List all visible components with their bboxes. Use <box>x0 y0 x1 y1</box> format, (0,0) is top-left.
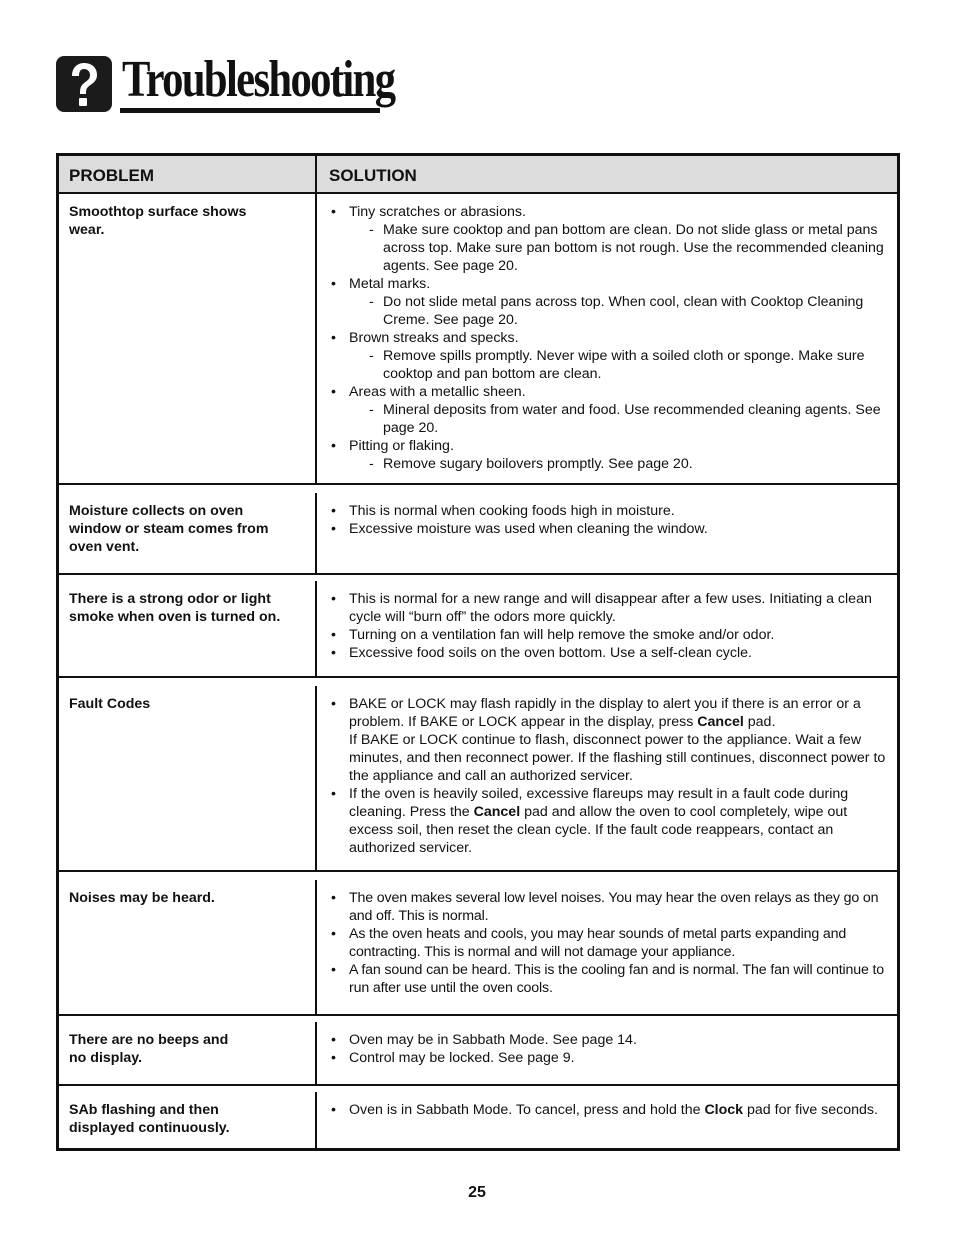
list-item: • Pitting or flaking. - Remove sugary boilovers promptly. See page 20. <box>329 437 891 473</box>
list-item: • Metal marks. - Do not slide metal pans across top. When cool, clean with Cooktop Cleaning Creme. See page 20. <box>329 275 891 329</box>
table-row <box>59 1084 897 1148</box>
list-item: • The oven makes several low level noises. You may hear the oven relays as they go on and off. This is normal. <box>329 889 891 925</box>
sub-item: - Do not slide metal pans across top. When cool, clean with Cooktop Cleaning Creme. See page 20. <box>349 293 891 329</box>
column-header-solution: SOLUTION <box>329 166 417 185</box>
table-row <box>59 573 897 676</box>
title-underline <box>120 108 380 113</box>
solution-cell <box>317 493 897 573</box>
table-header-row <box>59 156 897 192</box>
list-item: • A fan sound can be heard. This is the cooling fan and is normal. The fan will continue to run after use until the oven cools. <box>329 961 891 997</box>
sub-item: - Mineral deposits from water and food. Use recommended cleaning agents. See page 20. <box>349 401 891 437</box>
table-row <box>59 192 897 483</box>
sub-item: - Remove sugary boilovers promptly. See page 20. <box>349 455 891 473</box>
sub-item: - Remove spills promptly. Never wipe with a soiled cloth or sponge. Make sure cooktop and pan bottom are clean. <box>349 347 891 383</box>
list-item: • Control may be locked. See page 9. <box>329 1049 891 1067</box>
list-item: • Areas with a metallic sheen. - Mineral deposits from water and food. Use recommended cleaning agents. See page 20. <box>329 383 891 437</box>
list-item: • BAKE or LOCK may flash rapidly in the display to alert you if there is an error or a problem. If BAKE or LOCK appear in the display, press Cancel pad. If BAKE or LOCK continue to flash, disconnect power to the appliance. Wait a few minutes, and then reconnect power. If the flashing still continues, disconnect power to the appliance and call an authorized servicer. <box>329 695 891 785</box>
list-item: • If the oven is heavily soiled, excessive flareups may result in a fault code during cleaning. Press the Cancel pad and allow the oven to cool completely, wipe out excess soil, then reset the clean cycle. If the fault code reappears, contact an authorized servicer. <box>329 785 891 857</box>
solution-cell <box>317 194 897 483</box>
list-item: • This is normal for a new range and will disappear after a few uses. Initiating a clean cycle will “burn off” the odors more quickly. <box>329 590 891 626</box>
solution-cell <box>317 1022 897 1084</box>
table-row <box>59 870 897 1014</box>
list-item: • Oven may be in Sabbath Mode. See page 14. <box>329 1031 891 1049</box>
page-number: 25 <box>468 1184 486 1201</box>
column-header-problem: PROBLEM <box>59 156 317 192</box>
table-row <box>59 483 897 573</box>
problem-cell: Smoothtop surface shows wear. <box>59 194 317 483</box>
problem-cell: There are no beeps and no display. <box>59 1022 317 1084</box>
problem-cell: Fault Codes <box>59 686 317 870</box>
troubleshooting-table <box>56 153 900 1151</box>
table-row <box>59 1014 897 1084</box>
problem-cell: Noises may be heard. <box>59 880 317 1014</box>
problem-cell: Moisture collects on oven window or steam comes from oven vent. <box>59 493 317 573</box>
list-item: • Excessive food soils on the oven bottom. Use a self-clean cycle. <box>329 644 891 662</box>
list-item: • Tiny scratches or abrasions. - Make sure cooktop and pan bottom are clean. Do not slide glass or metal pans across top. Make sure pan bottom is not rough. Use the recommended cleaning agents. See page 20. <box>329 203 891 275</box>
problem-cell: There is a strong odor or light smoke when oven is turned on. <box>59 581 317 676</box>
table-row <box>59 676 897 870</box>
list-item: • Excessive moisture was used when cleaning the window. <box>329 520 891 538</box>
list-item: • Brown streaks and specks. - Remove spills promptly. Never wipe with a soiled cloth or sponge. Make sure cooktop and pan bottom are clean. <box>329 329 891 383</box>
page-title: Troubleshooting <box>122 51 395 108</box>
solution-cell <box>317 581 897 676</box>
problem-cell: SAb flashing and then displayed continuously. <box>59 1092 317 1148</box>
solution-cell <box>317 686 897 870</box>
question-mark-icon <box>56 56 112 112</box>
list-item: • As the oven heats and cools, you may hear sounds of metal parts expanding and contracting. This is normal and will not damage your appliance. <box>329 925 891 961</box>
list-item: • Turning on a ventilation fan will help remove the smoke and/or odor. <box>329 626 891 644</box>
sub-item: - Make sure cooktop and pan bottom are clean. Do not slide glass or metal pans across top. Make sure pan bottom is not rough. Use the recommended cleaning agents. See page 20. <box>349 221 891 275</box>
list-item: • Oven is in Sabbath Mode. To cancel, press and hold the Clock pad for five seconds. <box>329 1101 891 1119</box>
list-item: • This is normal when cooking foods high in moisture. <box>329 502 891 520</box>
solution-cell <box>317 1092 897 1148</box>
solution-cell <box>317 880 897 1014</box>
